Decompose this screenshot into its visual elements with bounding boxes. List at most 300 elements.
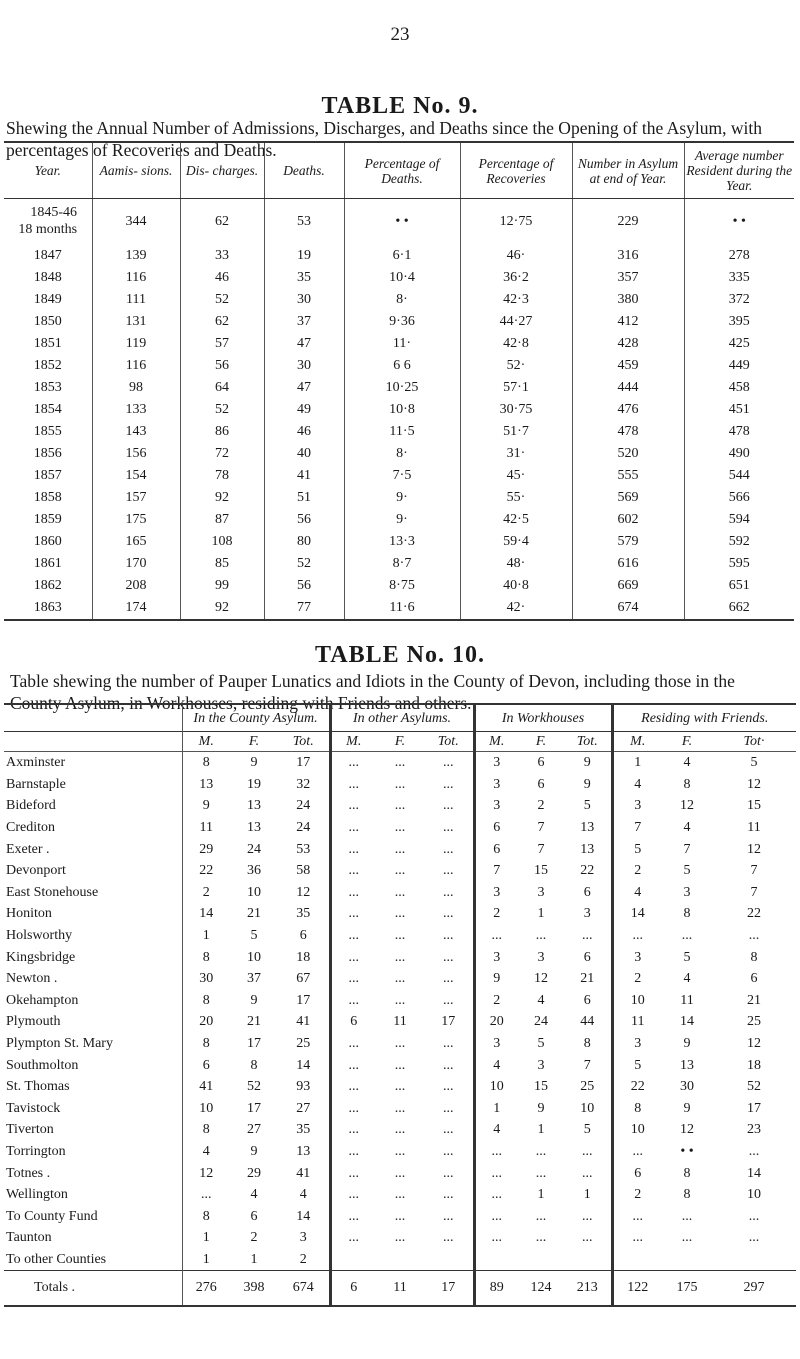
year-label	[18, 204, 77, 238]
totals-cell: 89	[474, 1271, 518, 1307]
table-row	[4, 1054, 796, 1076]
table-cell: 3	[474, 946, 518, 968]
table-cell: 154	[92, 465, 180, 487]
table-cell: 37	[264, 311, 344, 333]
table-cell: 78	[180, 465, 264, 487]
table-cell: 41	[296, 1165, 311, 1181]
totals-cell: 17	[424, 1271, 474, 1307]
table-row	[4, 752, 796, 774]
table-cell: 8·75	[344, 575, 460, 597]
table-10-group-header: Residing with Friends.	[612, 704, 796, 732]
table-9-description: Shewing the Annual Number of Admissions, Discharges, and Deaths since the Opening of the Asylum, with percentages of Recoveries and Deaths.	[6, 118, 762, 160]
table-cell: 99	[180, 575, 264, 597]
table-cell: 77	[264, 597, 344, 620]
table-cell: ...	[330, 990, 376, 1012]
table-cell: 59·4	[460, 531, 572, 553]
table-cell: 3	[612, 795, 662, 817]
table-10-subheader-cell: M.	[474, 732, 518, 752]
table-cell: 5	[750, 755, 758, 771]
table-cell: 6	[474, 838, 518, 860]
table-cell: 64	[180, 377, 264, 399]
table-row	[4, 860, 796, 882]
table-cell: 7	[683, 841, 691, 857]
table-cell: 36	[247, 863, 261, 879]
place-name: Taunton	[6, 1230, 52, 1246]
table-cell: 7	[537, 841, 545, 857]
table-cell: 20	[182, 1011, 230, 1033]
table-cell: 8	[182, 1033, 230, 1055]
table-cell: ...	[394, 798, 406, 814]
table-cell: 5	[250, 928, 258, 944]
table-cell: 37	[247, 971, 261, 987]
table-cell: 476	[572, 399, 684, 421]
table-cell: 10·8	[344, 399, 460, 421]
table-cell: 22	[580, 863, 595, 879]
table-cell: ...	[612, 1141, 662, 1163]
table-row	[4, 774, 796, 796]
table-cell: 490	[684, 443, 794, 465]
table-cell: 3	[299, 1230, 307, 1246]
table-cell: ...	[330, 882, 376, 904]
table-cell: ...	[443, 1187, 454, 1203]
table-cell: 8	[182, 1205, 230, 1227]
table-cell: 579	[572, 531, 684, 553]
table-cell: 12	[680, 798, 694, 814]
table-row	[4, 465, 794, 487]
table-cell: 316	[572, 245, 684, 267]
table-row	[4, 333, 794, 355]
table-cell: 3	[474, 752, 518, 774]
table-cell: 1856	[33, 446, 62, 461]
place-name: Plymouth	[6, 1014, 61, 1030]
table-cell: 10	[612, 1119, 662, 1141]
table-cell: 1	[182, 1227, 230, 1249]
table-cell: 9	[683, 1036, 691, 1052]
table-cell: 520	[572, 443, 684, 465]
table-cell: 143	[92, 421, 180, 443]
table-cell: ...	[330, 774, 376, 796]
table-cell: 53	[296, 841, 311, 857]
table-cell: 10·4	[344, 267, 460, 289]
table-cell: 6	[537, 755, 545, 771]
table-cell: ...	[474, 1162, 518, 1184]
table-cell: 42·3	[460, 289, 572, 311]
table-cell: 175	[92, 509, 180, 531]
table-cell: ...	[582, 1230, 593, 1246]
table-row	[4, 1205, 796, 1227]
table-cell: 45·	[460, 465, 572, 487]
table-cell: 566	[684, 487, 794, 509]
table-cell: 9·	[344, 509, 460, 531]
table-cell: 133	[92, 399, 180, 421]
table-cell: ...	[582, 1143, 593, 1159]
table-cell: 35	[296, 1122, 311, 1138]
table-cell: 24	[296, 798, 311, 814]
table-cell: 5	[537, 1036, 545, 1052]
table-cell: ...	[394, 863, 406, 879]
table-cell: 651	[684, 575, 794, 597]
table-cell: ...	[394, 906, 406, 922]
table-cell: 8	[182, 990, 230, 1012]
table-10	[4, 703, 796, 1307]
place-name: Okehampton	[6, 992, 79, 1008]
table-cell: 1849	[33, 292, 62, 307]
table-cell: 56	[264, 509, 344, 531]
table-cell: 10	[747, 1187, 761, 1203]
table-cell: 174	[92, 597, 180, 620]
totals-label: Totals .	[4, 1271, 182, 1307]
table-cell: 14	[680, 1014, 694, 1030]
table-10-totals-row	[4, 1271, 796, 1307]
table-cell: 2	[474, 903, 518, 925]
table-row	[4, 531, 794, 553]
table-cell: 1858	[33, 490, 62, 505]
table-cell: ...	[443, 1057, 454, 1073]
table-cell: 5	[683, 949, 691, 965]
table-cell: 1860	[33, 534, 62, 549]
table-cell: 3	[474, 795, 518, 817]
table-cell: ...	[443, 949, 454, 965]
table-cell: 669	[572, 575, 684, 597]
table-row	[4, 553, 794, 575]
table-cell: ...	[330, 1205, 376, 1227]
table-cell: 7	[537, 820, 545, 836]
table-cell	[424, 1249, 474, 1271]
place-name: Exeter .	[6, 841, 50, 857]
table-cell: • •	[344, 199, 460, 246]
table-9-column-header: Percentage of Deaths.	[344, 142, 460, 199]
table-cell: 87	[180, 509, 264, 531]
table-cell: 344	[92, 199, 180, 246]
table-cell: ...	[443, 798, 454, 814]
table-cell: 29	[247, 1165, 261, 1181]
table-cell: ...	[394, 755, 406, 771]
table-9-column-header: Percentage of Recoveries	[460, 142, 572, 199]
table-cell: 7	[750, 884, 758, 900]
table-cell: 6	[583, 884, 591, 900]
table-10-subheader-cell: M.	[612, 732, 662, 752]
table-row	[4, 311, 794, 333]
table-cell: 595	[684, 553, 794, 575]
table-cell: ...	[443, 863, 454, 879]
table-cell: 1847	[33, 248, 62, 263]
table-cell: 17	[441, 1014, 456, 1030]
table-cell: 17	[747, 1100, 761, 1116]
table-cell: 22	[612, 1076, 662, 1098]
table-cell	[518, 1249, 564, 1271]
table-cell: 8	[612, 1098, 662, 1120]
table-cell: 6	[583, 949, 591, 965]
table-cell: 9	[474, 968, 518, 990]
table-cell: ...	[612, 1205, 662, 1227]
table-cell: 1861	[33, 556, 62, 571]
table-cell: 1852	[33, 358, 62, 373]
table-cell: ...	[330, 860, 376, 882]
place-name: Kingsbridge	[6, 949, 76, 965]
table-cell: 86	[180, 421, 264, 443]
table-cell	[376, 1249, 424, 1271]
table-10-subheader-cell: M.	[330, 732, 376, 752]
table-cell: 1854	[33, 402, 62, 417]
table-cell: ...	[474, 1205, 518, 1227]
place-name: To County Fund	[6, 1208, 98, 1224]
table-cell: • •	[680, 1143, 694, 1159]
table-cell: 98	[92, 377, 180, 399]
table-cell: ...	[394, 1187, 406, 1203]
table-cell: 4	[537, 992, 545, 1008]
totals-cell: 6	[330, 1271, 376, 1307]
totals-cell: 297	[712, 1271, 796, 1307]
table-cell: 229	[572, 199, 684, 246]
table-cell: ...	[330, 817, 376, 839]
table-10-subheader-cell: Tot·	[712, 732, 796, 752]
table-cell: 14	[612, 903, 662, 925]
table-row	[4, 289, 794, 311]
table-cell: 3	[537, 1057, 545, 1073]
table-cell: ...	[330, 1076, 376, 1098]
table-cell: 459	[572, 355, 684, 377]
table-cell: 2	[612, 968, 662, 990]
table-cell: ...	[330, 1098, 376, 1120]
table-cell: 428	[572, 333, 684, 355]
table-cell: 56	[264, 575, 344, 597]
table-cell: ...	[474, 1184, 518, 1206]
place-name: Southmolton	[6, 1057, 79, 1073]
table-cell: 67	[296, 971, 311, 987]
table-cell: 46	[264, 421, 344, 443]
table-cell: ...	[330, 795, 376, 817]
table-cell: 29	[182, 838, 230, 860]
table-cell: 24	[247, 841, 261, 857]
table-cell: 5	[612, 1054, 662, 1076]
table-cell: 15	[534, 1079, 548, 1095]
table-cell: 27	[296, 1100, 311, 1116]
table-cell: 13	[247, 798, 261, 814]
place-name: Holsworthy	[6, 928, 73, 944]
table-row	[4, 1249, 796, 1271]
table-row	[4, 575, 794, 597]
table-cell: 52	[247, 1079, 261, 1095]
table-cell: 5	[683, 863, 691, 879]
table-cell: ...	[535, 1208, 547, 1224]
table-cell: 14	[182, 903, 230, 925]
table-cell: 10	[612, 990, 662, 1012]
table-cell: ...	[394, 971, 406, 987]
table-cell: 1857	[33, 468, 62, 483]
table-cell: 22	[747, 906, 761, 922]
table-cell: 13·3	[344, 531, 460, 553]
table-cell: 19	[264, 245, 344, 267]
table-cell: 3	[683, 884, 691, 900]
table-cell: 55·	[460, 487, 572, 509]
table-cell: 14	[296, 1208, 311, 1224]
table-cell: 19	[247, 776, 261, 792]
table-cell: 41	[296, 1014, 311, 1030]
table-cell: 1848	[33, 270, 62, 285]
table-cell: 30	[680, 1079, 694, 1095]
table-cell: 24	[534, 1014, 548, 1030]
table-cell: 8	[182, 752, 230, 774]
table-cell: 21	[747, 992, 761, 1008]
table-cell: 41	[182, 1076, 230, 1098]
table-cell: 11	[747, 820, 761, 836]
table-cell: 13	[580, 841, 595, 857]
table-row	[4, 509, 794, 531]
table-cell: 156	[92, 443, 180, 465]
table-cell: ...	[582, 928, 593, 944]
table-cell: ...	[443, 971, 454, 987]
table-cell: 4	[474, 1119, 518, 1141]
table-cell: 6	[750, 971, 758, 987]
table-cell: 478	[684, 421, 794, 443]
table-cell: ...	[612, 1227, 662, 1249]
table-cell: ...	[535, 928, 547, 944]
table-cell: ...	[330, 968, 376, 990]
table-cell: 449	[684, 355, 794, 377]
table-cell: 11·	[344, 333, 460, 355]
place-name: Barnstaple	[6, 776, 66, 792]
table-cell: 458	[684, 377, 794, 399]
table-cell: ...	[394, 1143, 406, 1159]
table-row	[4, 1162, 796, 1184]
table-cell	[612, 1249, 662, 1271]
table-cell: 35	[264, 267, 344, 289]
totals-cell: 11	[376, 1271, 424, 1307]
table-9-body	[4, 199, 794, 621]
table-cell: 4	[683, 971, 691, 987]
table-cell: 13	[296, 1143, 311, 1159]
table-row	[4, 1011, 796, 1033]
table-10-subheader-cell: Tot.	[278, 732, 330, 752]
table-cell: 8	[683, 1165, 691, 1181]
table-cell: 9	[537, 1100, 545, 1116]
table-cell	[474, 1249, 518, 1271]
table-cell: 12	[747, 1036, 761, 1052]
table-cell: 1	[537, 906, 545, 922]
totals-cell: 175	[662, 1271, 712, 1307]
table-cell: ...	[394, 1208, 406, 1224]
table-cell: 1853	[33, 380, 62, 395]
table-cell: 32	[296, 776, 311, 792]
table-cell: 10	[474, 1076, 518, 1098]
table-cell: 30	[264, 355, 344, 377]
table-cell: ...	[748, 1208, 760, 1224]
place-name: Axminster	[6, 755, 66, 771]
table-cell: ...	[330, 1054, 376, 1076]
table-cell: 8	[583, 1036, 591, 1052]
table-row	[4, 1119, 796, 1141]
table-row	[4, 377, 794, 399]
table-cell: 4	[683, 755, 691, 771]
table-cell: 9	[583, 776, 591, 792]
table-cell: 451	[684, 399, 794, 421]
table-cell: 20	[474, 1011, 518, 1033]
table-cell: ...	[330, 946, 376, 968]
table-10-subheader-cell: F.	[230, 732, 278, 752]
table-cell: 11·5	[344, 421, 460, 443]
table-cell: 1	[474, 1098, 518, 1120]
table-cell: ...	[394, 928, 406, 944]
table-cell: 6	[330, 1011, 376, 1033]
table-cell: ...	[612, 925, 662, 947]
table-cell: 52	[264, 553, 344, 575]
table-cell: 15	[747, 798, 761, 814]
table-cell: ...	[330, 1141, 376, 1163]
place-name: St. Thomas	[6, 1079, 70, 1095]
table-row	[4, 946, 796, 968]
table-cell: 56	[180, 355, 264, 377]
table-cell: 8	[182, 1119, 230, 1141]
table-cell: 46·	[460, 245, 572, 267]
table-cell: 1851	[33, 336, 62, 351]
table-row	[4, 990, 796, 1012]
table-cell: 2	[474, 990, 518, 1012]
place-name: Honiton	[6, 906, 52, 922]
table-cell: ...	[474, 925, 518, 947]
table-cell: 3	[537, 949, 545, 965]
table-cell: ...	[474, 1227, 518, 1249]
table-10-subheader-cell: F.	[518, 732, 564, 752]
table-cell	[4, 199, 92, 246]
place-name: Torrington	[6, 1143, 66, 1159]
table-cell: 1859	[33, 512, 62, 527]
table-cell: 8	[683, 906, 691, 922]
table-cell: 1	[612, 752, 662, 774]
table-cell: ...	[748, 1230, 760, 1246]
table-cell: 13	[580, 820, 595, 836]
table-cell: 12	[747, 841, 761, 857]
table-cell: 357	[572, 267, 684, 289]
table-9-heading: TABLE No. 9.	[321, 93, 479, 119]
table-cell: 58	[296, 863, 311, 879]
table-cell: 7	[750, 863, 758, 879]
table-cell: 8·7	[344, 553, 460, 575]
table-cell: 380	[572, 289, 684, 311]
table-row	[4, 399, 794, 421]
table-cell: 11	[680, 992, 694, 1008]
table-cell: 10	[247, 884, 261, 900]
table-cell: 42·8	[460, 333, 572, 355]
table-cell: 8	[683, 1187, 691, 1203]
totals-cell: 124	[518, 1271, 564, 1307]
table-cell: ...	[394, 1165, 406, 1181]
table-cell: 2	[612, 1184, 662, 1206]
totals-cell: 674	[278, 1271, 330, 1307]
table-cell: ...	[394, 949, 406, 965]
table-cell: ...	[443, 1143, 454, 1159]
place-name: Bideford	[6, 798, 56, 814]
table-cell: 52	[180, 399, 264, 421]
table-cell: ...	[443, 1230, 454, 1246]
table-10-subheader	[4, 732, 796, 752]
table-cell: 40	[264, 443, 344, 465]
table-cell: 1	[537, 1187, 545, 1203]
table-cell: 616	[572, 553, 684, 575]
table-cell: 5	[583, 1122, 591, 1138]
table-9-column-header: Average number Resident during the Year.	[684, 142, 794, 199]
table-cell: ...	[443, 841, 454, 857]
table-row	[4, 199, 794, 246]
table-cell: 46	[180, 267, 264, 289]
table-9-column-header: Dis- charges.	[180, 142, 264, 199]
table-cell: 27	[247, 1122, 261, 1138]
table-cell: 48·	[460, 553, 572, 575]
table-cell: ...	[394, 1122, 406, 1138]
table-cell: 1	[583, 1187, 591, 1203]
table-row	[4, 968, 796, 990]
table-cell: ...	[535, 1230, 547, 1246]
table-row	[4, 817, 796, 839]
